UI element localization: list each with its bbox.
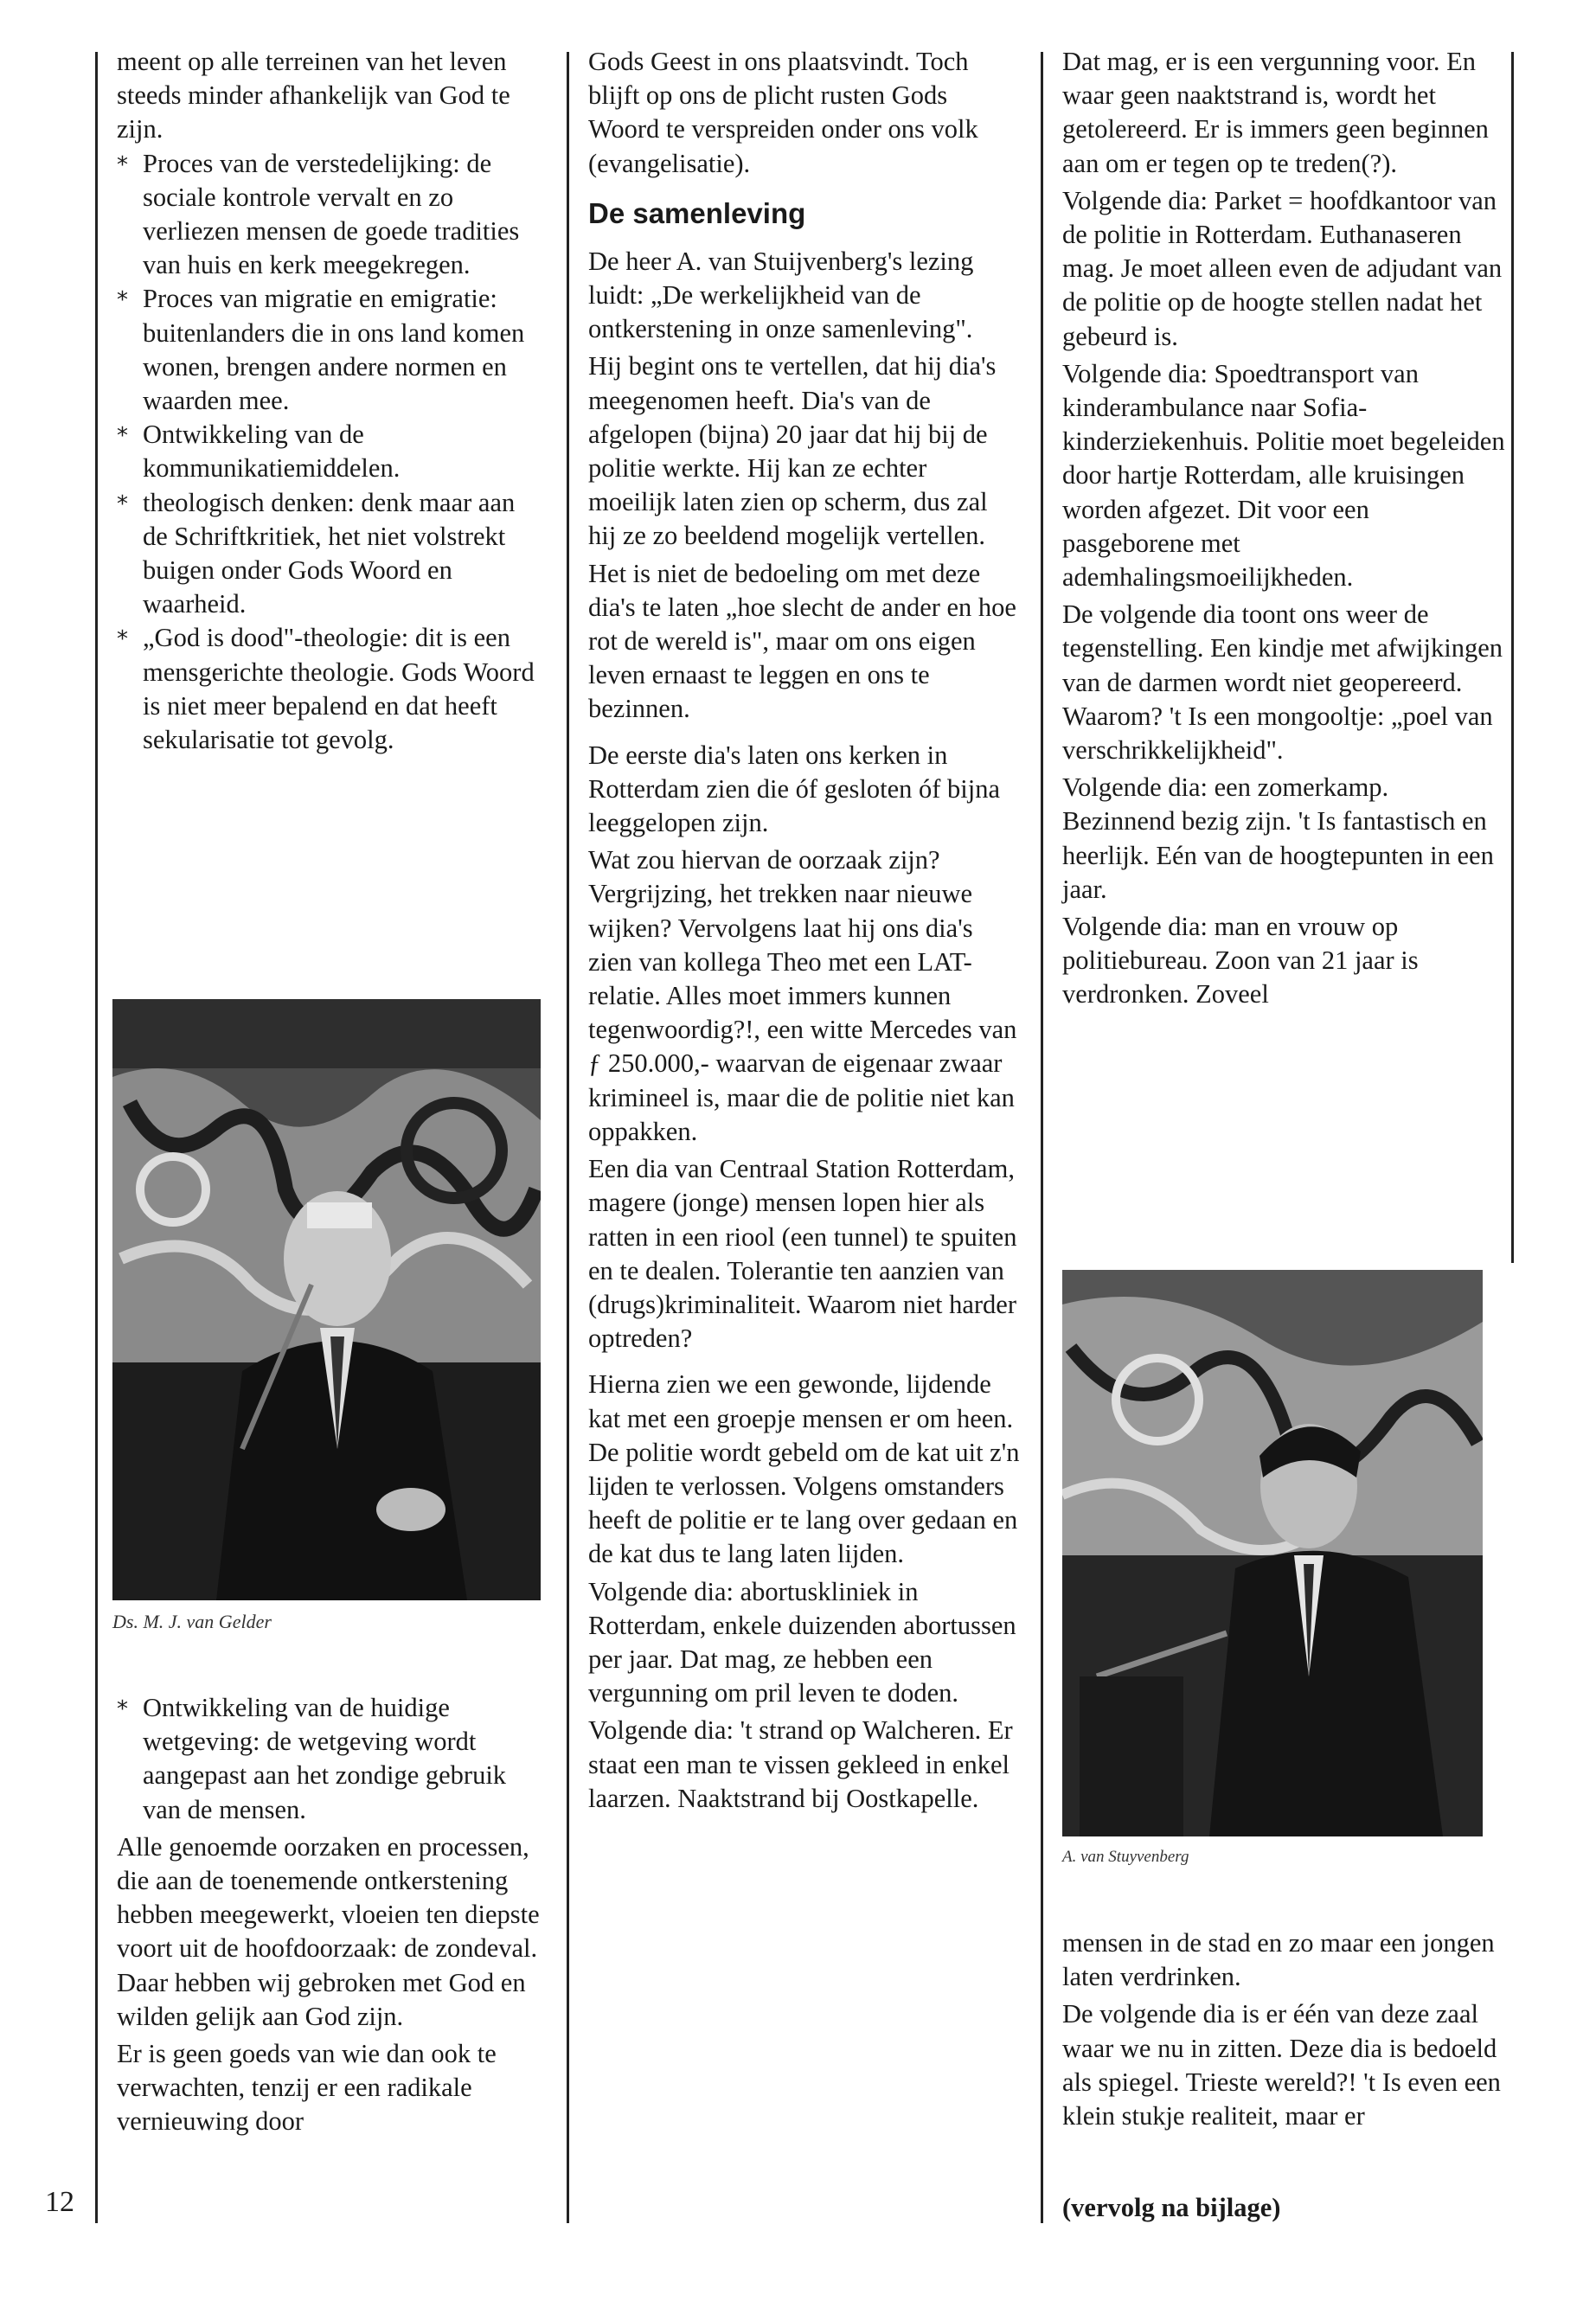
photo-van-stuyvenberg — [1062, 1270, 1483, 1836]
column-3-bottom — [1062, 1926, 1505, 2133]
paragraph: De eerste dia's laten ons kerken in Rotterdam zien die óf gesloten óf bijna leeggelopen zijn. — [588, 740, 1000, 838]
column-rule-far-right — [1511, 52, 1514, 1263]
paragraph: De heer A. van Stuijvenberg's lezing luidt: „De werkelijkheid van de ontkerstening in onze samenleving". — [588, 246, 974, 344]
paragraph: Alle genoemde oorzaken en processen, die aan de toenemende ontkerstening hebben meegewerkt, vloeien ten diepste voort uit de hoofdoorzaak: de zondeval. Daar hebben wij gebroken met God en wilden gelijk aan God zijn. — [117, 1831, 540, 2031]
list-item: * theologisch denken: denk maar aan de Schriftkritiek, het niet volstrekt buigen onder Gods Woord en waarheid. — [117, 486, 541, 622]
paragraph: Er is geen goeds van wie dan ook te verwachten, tenzij er een radikale vernieuwing door — [117, 2039, 497, 2137]
column-2 — [588, 45, 1021, 1816]
section-heading: De samenleving — [588, 196, 806, 229]
column-1-top — [117, 45, 541, 757]
speaker-photo-illustration — [112, 999, 541, 1600]
photo-caption-van-stuyvenberg: A. van Stuyvenberg — [1062, 1848, 1189, 1866]
list-item: * Ontwikkeling van de kommunikatiemiddelen. — [117, 418, 541, 485]
list-item: * Proces van migratie en emigratie: buitenlanders die in ons land komen wonen, brengen andere normen en waarden mee. — [117, 282, 541, 418]
paragraph: Volgende dia: Parket = hoofdkantoor van de politie in Rotterdam. Euthanaseren mag. Je moet alleen even de adjudant van de politie op de hoogte stellen nadat het gebeurd is. — [1062, 185, 1503, 351]
col1-intro: meent op alle terreinen van het leven steeds minder afhankelijk van God te zijn. — [117, 47, 510, 144]
cause-list — [117, 147, 541, 758]
column-rule-left — [95, 52, 98, 2223]
paragraph: De volgende dia is er één van deze zaal waar we nu in zitten. Deze dia is bedoeld als spiegel. Trieste wereld?! 't Is even een klein stukje realiteit, maar er — [1062, 1999, 1501, 2131]
paragraph: Volgende dia: Spoedtransport van kinderambulance naar Sofia-kinderziekenhuis. Politie moet begeleiden door hartje Rotterdam, alle kruisingen worden afgezet. Dit voor een pasgeborene met ademhalingsmoeilijkheden. — [1062, 358, 1505, 593]
paragraph: Volgende dia: abortuskliniek in Rotterdam, enkele duizenden abortussen per jaar. Dat mag, ze hebben een vergunning om pril leven te doden. — [588, 1576, 1016, 1708]
paragraph: De volgende dia toont ons weer de tegenstelling. Een kindje met afwijkingen van de darmen wordt niet geopereerd. Waarom? 't Is een mongooltje: „poel van verschrikkelijkheid". — [1062, 599, 1503, 766]
list-item: * „God is dood"-theologie: dit is een mensgerichte theologie. Gods Woord is niet meer bepalend en dat heeft sekularisatie tot gevolg. — [117, 621, 541, 757]
column-rule-right — [1041, 52, 1043, 2223]
paragraph: Hierna zien we een gewonde, lijdende kat met een groepje mensen er om heen. De politie wordt gebeld om de kat uit z'n lijden te verlossen. Volgens omstanders heeft de politie er te lang over gedaan en de kat dus te lang laten lijden. — [588, 1369, 1020, 1569]
list-item: * Proces van de verstedelijking: de sociale kontrole vervalt en zo verliezen mensen de goede tradities van huis en kerk meegekregen. — [117, 147, 541, 283]
paragraph: Volgende dia: een zomerkamp. Bezinnend bezig zijn. 't Is fantastisch en heerlijk. Eén van de hoogtepunten in een jaar. — [1062, 772, 1494, 904]
paragraph: mensen in de stad en zo maar een jongen laten verdrinken. — [1062, 1928, 1495, 1992]
photo-caption-van-gelder: Ds. M. J. van Gelder — [112, 1611, 272, 1632]
column-3-top — [1062, 45, 1505, 1012]
paragraph: Dat mag, er is een vergunning voor. En waar geen naaktstrand is, wordt het getolereerd. Er is immers geen beginnen aan om er tegen op te treden(?). — [1062, 47, 1489, 178]
list-item: * Ontwikkeling van de huidige wetgeving: de wetgeving wordt aangepast aan het zondige gebruik van de mensen. — [117, 1691, 541, 1827]
col2-intro: Gods Geest in ons plaatsvindt. Toch blijft op ons de plicht rusten Gods Woord te verspreiden onder ons volk (evangelisatie). — [588, 47, 978, 178]
speaker-photo-illustration — [1062, 1270, 1483, 1836]
column-rule-mid — [567, 52, 569, 2223]
cause-list-continued — [117, 1691, 541, 1827]
continuation-note: (vervolg na bijlage) — [1062, 2193, 1281, 2222]
paragraph: Een dia van Centraal Station Rotterdam, magere (jonge) mensen lopen hier als ratten in een riool (een tunnel) te spuiten en te dealen. Tolerantie ten aanzien van (drugs)kriminaliteit. Waarom niet harder optreden? — [588, 1154, 1017, 1354]
column-1-bottom — [117, 1691, 541, 2139]
paragraph: Wat zou hiervan de oorzaak zijn? Vergrijzing, het trekken naar nieuwe wijken? Vervolgens laat hij ons dia's zien van kollega Theo met een LAT-relatie. Alles moet immers kunnen tegenwoordig?!, een witte Mercedes van ƒ 250.000,- waarvan de eigenaar zwaar krimineel is, maar die de politie niet kan oppakken. — [588, 845, 1017, 1146]
paragraph: Volgende dia: man en vrouw op politiebureau. Zoon van 21 jaar is verdronken. Zoveel — [1062, 912, 1419, 1009]
paragraph: Het is niet de bedoeling om met deze dia's te laten „hoe slecht de ander en hoe rot de wereld is", maar om ons eigen leven ernaast te leggen en ons te bezinnen. — [588, 558, 1016, 724]
paragraph: Volgende dia: 't strand op Walcheren. Er staat een man te vissen gekleed in enkel laarzen. Naaktstrand bij Oostkapelle. — [588, 1715, 1013, 1813]
paragraph: Hij begint ons te vertellen, dat hij dia's meegenomen heeft. Dia's van de afgelopen (bijna) 20 jaar dat hij bij de politie werkte. Hij kan ze echter moeilijk laten zien op scherm, dus zal hij ze zo beeldend mogelijk vertellen. — [588, 351, 997, 551]
page-number: 12 — [45, 2186, 74, 2218]
photo-van-gelder — [112, 999, 541, 1600]
